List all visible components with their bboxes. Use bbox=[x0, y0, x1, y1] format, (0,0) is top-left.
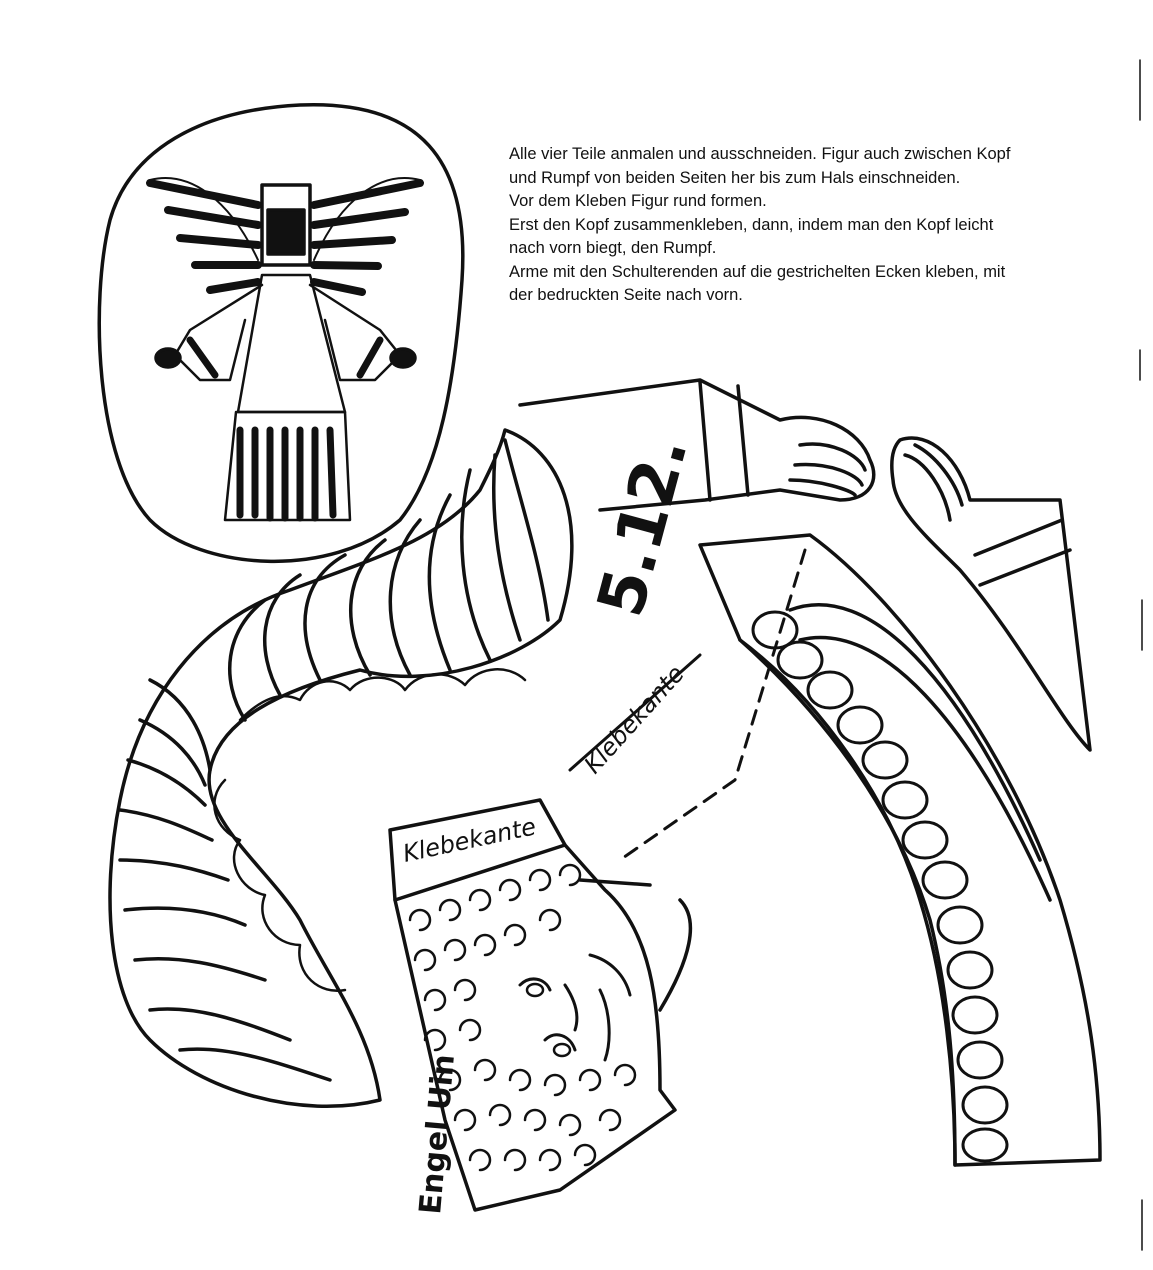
instruction-line-4: Erst den Kopf zusammenkleben, dann, indem man den Kopf leicht bbox=[509, 215, 994, 234]
instruction-line-7: der bedruckten Seite nach vorn. bbox=[509, 286, 743, 304]
preview-angel-oval bbox=[99, 105, 463, 562]
arm-cutout-right bbox=[892, 438, 1090, 750]
instruction-line-2: und Rumpf von beiden Seiten her bis zum Hals einschneiden. bbox=[509, 168, 961, 187]
robe-cutout bbox=[570, 535, 1100, 1165]
glue-edge-label-upper: Klebekante bbox=[578, 659, 690, 780]
instruction-line-5: nach vorn biegt, den Rumpf. bbox=[509, 239, 717, 257]
instruction-line-6: Arme mit den Schulterenden auf die gestrichelten Ecken kleben, mit bbox=[509, 262, 1006, 281]
handwritten-date: 5.12. bbox=[583, 428, 703, 625]
arm-cutout-upper bbox=[520, 380, 874, 510]
wings-cutout bbox=[110, 430, 572, 1106]
instruction-line-3: Vor dem Kleben Figur rund formen. bbox=[509, 192, 767, 210]
handwritten-signature: Engel Uin bbox=[413, 1052, 462, 1216]
preview-angel-figure bbox=[150, 178, 420, 520]
instruction-line-1: Alle vier Teile anmalen und ausschneiden. Figur auch zwischen Kopf bbox=[509, 145, 1011, 163]
glue-edge-label-head: Klebekante bbox=[400, 812, 539, 868]
